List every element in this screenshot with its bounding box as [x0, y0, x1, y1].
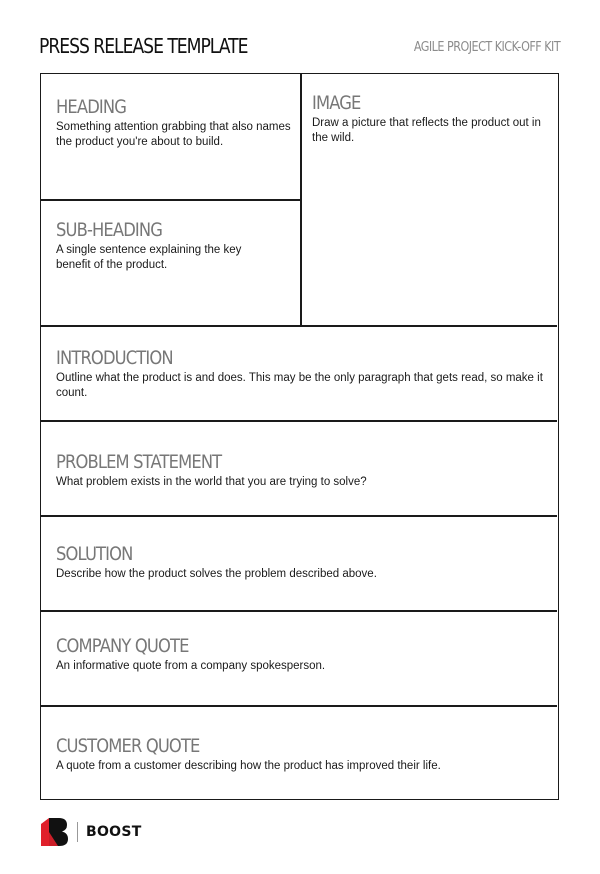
- section-description: Draw a picture that reflects the product out in the wild.: [312, 117, 541, 144]
- template-frame: [40, 73, 559, 800]
- section-description: An informative quote from a company spokesperson.: [56, 660, 326, 672]
- section-description: Outline what the product is and does. This may be the only paragraph that gets read, so make it count.: [56, 372, 543, 399]
- divider: [41, 705, 557, 707]
- introduction-section: [56, 347, 544, 401]
- section-title: IMAGE: [312, 92, 361, 114]
- section-title: PROBLEM STATEMENT: [56, 451, 222, 473]
- boost-b-logo-icon: [40, 816, 70, 848]
- logo-separator: [77, 822, 78, 842]
- subheading-section: [56, 219, 246, 273]
- company-quote-section: [56, 635, 544, 674]
- section-title: SUB-HEADING: [56, 219, 163, 241]
- customer-quote-section: [56, 735, 544, 774]
- divider: [41, 610, 557, 612]
- section-description: Something attention grabbing that also names the product you're about to build.: [56, 121, 291, 148]
- divider: [41, 515, 557, 517]
- image-section: [312, 92, 552, 146]
- section-description: A quote from a customer describing how the product has improved their life.: [56, 760, 441, 772]
- page-title: PRESS RELEASE TEMPLATE: [39, 34, 248, 58]
- problem-statement-section: [56, 451, 544, 490]
- section-description: Describe how the product solves the problem described above.: [56, 568, 377, 580]
- section-title: SOLUTION: [56, 543, 133, 565]
- section-title: HEADING: [56, 96, 127, 118]
- section-title: INTRODUCTION: [56, 347, 173, 369]
- divider: [41, 199, 301, 201]
- solution-section: [56, 543, 544, 582]
- brand-footer: [40, 816, 142, 848]
- divider: [41, 325, 557, 327]
- section-title: CUSTOMER QUOTE: [56, 735, 200, 757]
- heading-section: [56, 96, 291, 150]
- divider: [41, 420, 557, 422]
- section-description: What problem exists in the world that you are trying to solve?: [56, 476, 367, 488]
- brand-wordmark: BOOST: [86, 824, 142, 840]
- section-description: A single sentence explaining the key benefit of the product.: [56, 244, 242, 271]
- kit-label: AGILE PROJECT KICK-OFF KIT: [413, 40, 560, 55]
- section-title: COMPANY QUOTE: [56, 635, 189, 657]
